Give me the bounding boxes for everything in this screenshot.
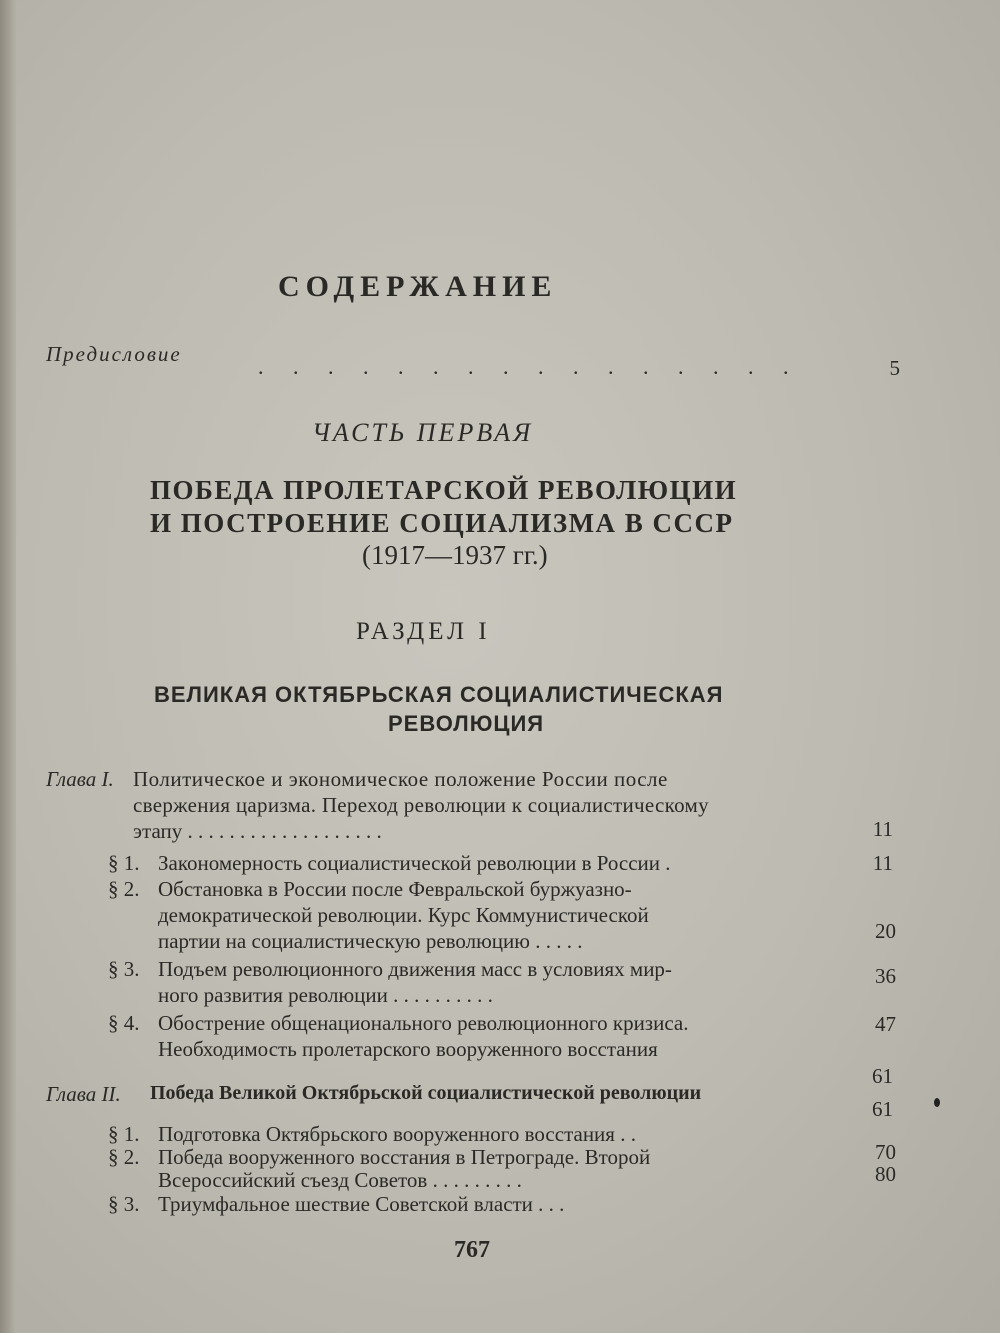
toc-heading: СОДЕРЖАНИЕ <box>278 270 558 303</box>
ch2-p2-line1: Победа вооруженного восстания в Петрограде. Второй <box>158 1145 651 1169</box>
chapter1-page: 11 <box>872 817 893 841</box>
chapter1-title-line1: Политическое и экономическое положение России после <box>133 767 668 791</box>
ch1-p1-num: § 1. <box>108 851 140 875</box>
ch1-p4-num: § 4. <box>108 1011 140 1035</box>
ch1-p4-page: 47 <box>875 1012 896 1036</box>
ch2-p1-num: § 1. <box>108 1122 140 1146</box>
chapter1-label: Глава I. <box>46 767 114 791</box>
ch1-p3-num: § 3. <box>108 957 140 981</box>
chapter1-title-line3: этапу . . . . . . . . . . . . . . . . . . . <box>133 819 382 843</box>
ch1-p1-page: 11 <box>872 851 893 875</box>
part-years: (1917—1937 гг.) <box>362 540 548 570</box>
part-title-line1: ПОБЕДА ПРОЛЕТАРСКОЙ РЕВОЛЮЦИИ <box>150 475 738 505</box>
section-label: РАЗДЕЛ I <box>356 618 491 645</box>
section-title-line1: ВЕЛИКАЯ ОКТЯБРЬСКАЯ СОЦИАЛИСТИЧЕСКАЯ <box>154 682 724 707</box>
ch2-p2-page: 70 <box>875 1140 896 1164</box>
ch2-p3-line1: Триумфальное шествие Советской власти . . . <box>158 1192 565 1216</box>
ch1-p3-line2: ного развития революции . . . . . . . . . . <box>158 983 493 1007</box>
part-label: ЧАСТЬ ПЕРВАЯ <box>312 418 534 447</box>
ch1-p4-line1: Обострение общенационального революционного кризиса. <box>158 1011 689 1035</box>
page-gutter <box>0 0 16 1333</box>
ch2-p2-line2: Всероссийский съезд Советов . . . . . . . . . <box>158 1168 522 1192</box>
ch1-p2-line3: партии на социалистическую революцию . . . . . <box>158 929 583 953</box>
ch1-p3-line1: Подъем революционного движения масс в условиях мир- <box>158 957 672 981</box>
ch2-p3-num: § 3. <box>108 1192 140 1216</box>
ch1-p1-line1: Закономерность социалистической революции в России . <box>158 851 671 875</box>
section-title-line2: РЕВОЛЮЦИЯ <box>388 711 545 736</box>
chapter1-title-line2: свержения царизма. Переход революции к социалистическому <box>133 793 709 817</box>
ch1-p4-line2: Необходимость пролетарского вооруженного восстания <box>158 1037 658 1061</box>
page-number: 767 <box>454 1237 490 1263</box>
ch2-p2-num: § 2. <box>108 1145 140 1169</box>
ch2-p1-line1: Подготовка Октябрьского вооруженного восстания . . <box>158 1122 636 1146</box>
ch1-p2-line1: Обстановка в России после Февральской буржуазно- <box>158 877 632 901</box>
chapter2-title: Победа Великой Октябрьской социалистической революции <box>150 1082 702 1104</box>
preface-dots: . . . . . . . . . . . . . . . . <box>258 354 801 379</box>
ink-speck <box>934 1098 940 1107</box>
ch1-p2-num: § 2. <box>108 877 140 901</box>
ch1-p2-line2: демократической революции. Курс Коммунистической <box>158 903 649 927</box>
preface-page: 5 <box>889 356 900 380</box>
part-title-line2: И ПОСТРОЕНИЕ СОЦИАЛИЗМА В СССР <box>150 508 734 538</box>
ch1-p2-page: 20 <box>875 919 896 943</box>
chapter2-page: 61 <box>872 1064 893 1088</box>
preface-label: Предисловие <box>46 342 182 366</box>
ch2-p3-page: 80 <box>875 1162 896 1186</box>
ch1-p3-page: 36 <box>875 964 896 988</box>
ch2-p1-page: 61 <box>872 1097 893 1121</box>
chapter2-label: Глава II. <box>46 1082 121 1106</box>
